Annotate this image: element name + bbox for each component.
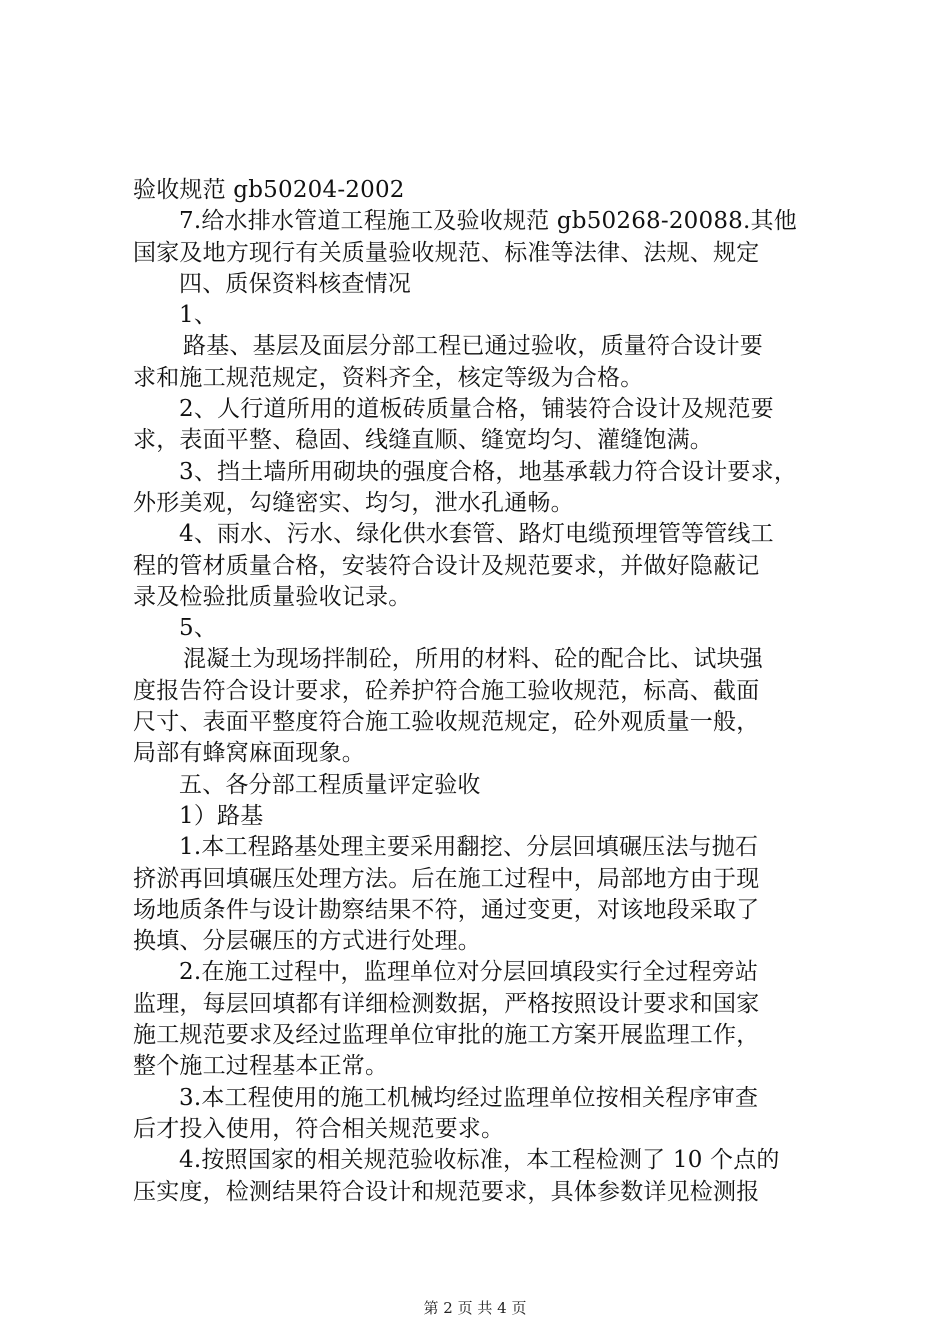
text-line: 路基、基层及面层分部工程已通过验收，质量符合设计要 [183,333,763,360]
text-line: 局部有蜂窝麻面现象。 [133,740,365,767]
text-line: 施工规范要求及经过监理单位审批的施工方案开展监理工作， [133,1022,760,1049]
text-line: 3.本工程使用的施工机械均经过监理单位按相关程序审查 [179,1084,759,1111]
text-line: 挤淤再回填碾压处理方法。后在施工过程中，局部地方由于现 [133,865,760,892]
text-line: 四、质保资料核查情况 [179,270,411,297]
text-line: 1.本工程路基处理主要采用翻挖、分层回填碾压法与抛石 [179,834,759,861]
text-line: 3、挡土墙所用砌块的强度合格，地基承载力符合设计要求， [179,458,798,485]
text-line: 混凝土为现场拌制砼，所用的材料、砼的配合比、试块强 [183,646,763,673]
text-line: 换填、分层碾压的方式进行处理。 [133,928,481,955]
text-line: 后才投入使用，符合相关规范要求。 [133,1115,505,1142]
page-footer: 第 2 页 共 4 页 [423,1299,527,1317]
text-line: 7.给水排水管道工程施工及验收规范 gb50268-20088.其他 [179,208,797,235]
text-line: 1、 [179,302,218,329]
text-line: 求和施工规范规定，资料齐全，核定等级为合格。 [133,364,644,391]
text-line: 度报告符合设计要求，砼养护符合施工验收规范，标高、截面 [133,677,760,704]
text-line: 五、各分部工程质量评定验收 [179,771,481,798]
text-line: 尺寸、表面平整度符合施工验收规范规定，砼外观质量一般， [133,709,760,736]
text-line: 国家及地方现行有关质量验收规范、标准等法律、法规、规定 [133,239,760,266]
text-line: 求，表面平整、稳固、线缝直顺、缝宽均匀、灌缝饱满。 [133,427,713,454]
text-line: 整个施工过程基本正常。 [133,1053,389,1080]
text-line: 录及检验批质量验收记录。 [133,583,412,610]
text-line: 4.按照国家的相关规范验收标准，本工程检测了 10 个点的 [179,1147,780,1174]
text-line: 程的管材质量合格，安装符合设计及规范要求，并做好隐蔽记 [133,552,760,579]
text-line: 5、 [179,615,218,642]
text-line: 验收规范 gb50204-2002 [133,177,405,203]
document-body [133,175,833,1208]
text-line: 场地质条件与设计勘察结果不符，通过变更，对该地段采取了 [133,896,760,923]
text-line: 监理，每层回填都有详细检测数据，严格按照设计要求和国家 [133,990,760,1017]
text-line: 外形美观，勾缝密实、均匀，泄水孔通畅。 [133,489,574,516]
text-line: 2、人行道所用的道板砖质量合格，铺装符合设计及规范要 [179,396,774,423]
text-line: 压实度，检测结果符合设计和规范要求，具体参数详见检测报 [133,1178,760,1205]
text-line: 1）路基 [179,802,264,829]
text-line: 2.在施工过程中，监理单位对分层回填段实行全过程旁站 [179,959,759,986]
text-line: 4、雨水、污水、绿化供水套管、路灯电缆预埋管等管线工 [179,521,774,548]
